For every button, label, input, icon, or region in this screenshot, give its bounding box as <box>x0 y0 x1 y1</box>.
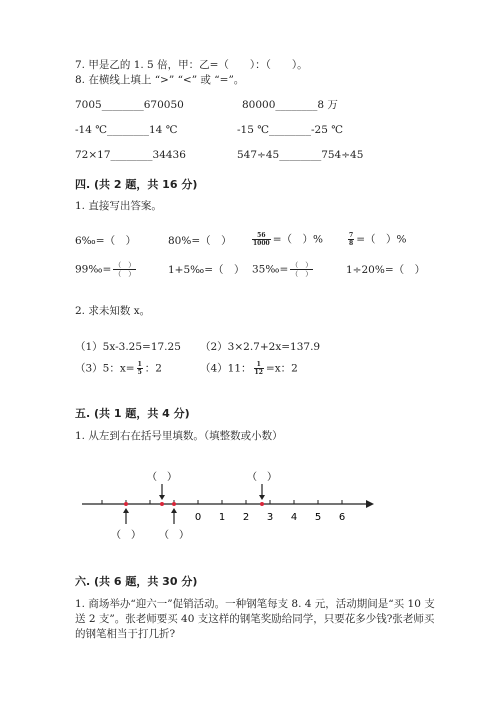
red-point-2 <box>160 502 164 506</box>
up-arrow-1 <box>123 508 129 513</box>
blank-below-1: （ ） <box>111 530 141 541</box>
compare-1: 7005________670050 <box>75 99 184 111</box>
up-arrows <box>126 512 174 524</box>
equation-4: （4）11： $\frac{1}{12}$ =x：2 <box>200 361 298 376</box>
down-arrow-1 <box>159 495 165 500</box>
section-4-q1: 1. 直接写出答案。 <box>75 200 162 212</box>
section-5-heading: 五. (共 1 题，共 4 分) <box>75 407 190 420</box>
calc-56-over-1000: $\frac{56}{1000}$ =（ ）% <box>253 232 323 247</box>
fraction-1-5: $\frac{1}{5}$ <box>137 361 142 376</box>
equation-1: （1）5x-3.25=17.25 <box>75 341 181 353</box>
tick-label-4: 4 <box>290 512 298 523</box>
blank-below-2: （ ） <box>159 530 189 541</box>
blank-above-2: （ ） <box>247 472 277 483</box>
section-6-heading: 六. (共 6 题，共 30 分) <box>75 575 198 588</box>
equation-2: （2）3×2.7+2x=137.9 <box>200 341 321 353</box>
fraction-7-8: $\frac{7}{8}$ <box>349 232 354 247</box>
section-5-q1: 1. 从左到右在括号里填数。（填整数或小数） <box>75 430 283 442</box>
calc-80-percent: 80%=（ ） <box>168 235 232 247</box>
section-6-q1-line-1: 1. 商场举办“迎六一”促销活动。一种钢笔每支 8. 4 元，活动期间是“买 10 支 <box>75 598 435 610</box>
number-line <box>0 460 500 550</box>
calc-1-plus-5-permille: 1+5‰=（ ） <box>168 264 245 276</box>
calc-99-permille: 99‰= $\frac{( )}{( )}$ <box>75 261 136 278</box>
tick-label-0: 0 <box>194 512 202 523</box>
compare-2: 80000________8 万 <box>242 99 338 111</box>
compare-3: -14 ℃________14 ℃ <box>75 124 178 136</box>
section-6-q1-line-3: 的钢笔相当于打几折? <box>75 628 176 640</box>
tick-label-5: 5 <box>314 512 322 523</box>
section-4-q2: 2. 求未知数 x。 <box>75 305 151 317</box>
red-point-3 <box>172 502 176 506</box>
fraction-56-1000: $\frac{56}{1000}$ <box>253 232 270 247</box>
answer-fraction: $\frac{( )}{( )}$ <box>114 261 136 278</box>
fraction-1-12: $\frac{1}{12}$ <box>254 361 263 376</box>
compare-4: -15 ℃________-25 ℃ <box>237 124 343 136</box>
red-point-4 <box>260 502 264 506</box>
tick-marks <box>102 500 342 504</box>
section-6-q1-line-2: 送 2 支”。张老师要买 40 支这样的钢笔奖励给同学，只要花多少钱?张老师买 <box>75 613 435 625</box>
down-arrow-2 <box>259 495 265 500</box>
red-point-1 <box>124 502 128 506</box>
section-4-heading: 四. (共 2 题，共 16 分) <box>75 178 198 191</box>
question-7: 7. 甲是乙的 1. 5 倍，甲：乙=（ ）：（ ）。 <box>75 59 308 71</box>
calc-1-div-20-percent: 1÷20%=（ ） <box>346 264 426 276</box>
tick-label-3: 3 <box>266 512 274 523</box>
tick-label-6: 6 <box>338 512 346 523</box>
equation-3: （3）5：x= $\frac{1}{5}$ ：2 <box>75 361 162 376</box>
down-arrows <box>162 484 262 496</box>
answer-fraction: $\frac{( )}{( )}$ <box>291 261 313 278</box>
blank-above-1: （ ） <box>147 472 177 483</box>
up-arrow-2 <box>171 508 177 513</box>
calc-35-permille: 35‰= $\frac{( )}{( )}$ <box>252 261 313 278</box>
question-8: 8. 在横线上填上 “>” “<” 或 “=”。 <box>75 74 245 86</box>
tick-label-2: 2 <box>242 512 250 523</box>
compare-5: 72×17________34436 <box>75 149 186 161</box>
calc-6-permille: 6‰=（ ） <box>75 235 137 247</box>
number-line-arrowhead <box>366 500 374 508</box>
compare-6: 547÷45________754÷45 <box>237 149 364 161</box>
calc-7-over-8: $\frac{7}{8}$ =（ ）% <box>349 232 407 247</box>
tick-label-1: 1 <box>218 512 226 523</box>
